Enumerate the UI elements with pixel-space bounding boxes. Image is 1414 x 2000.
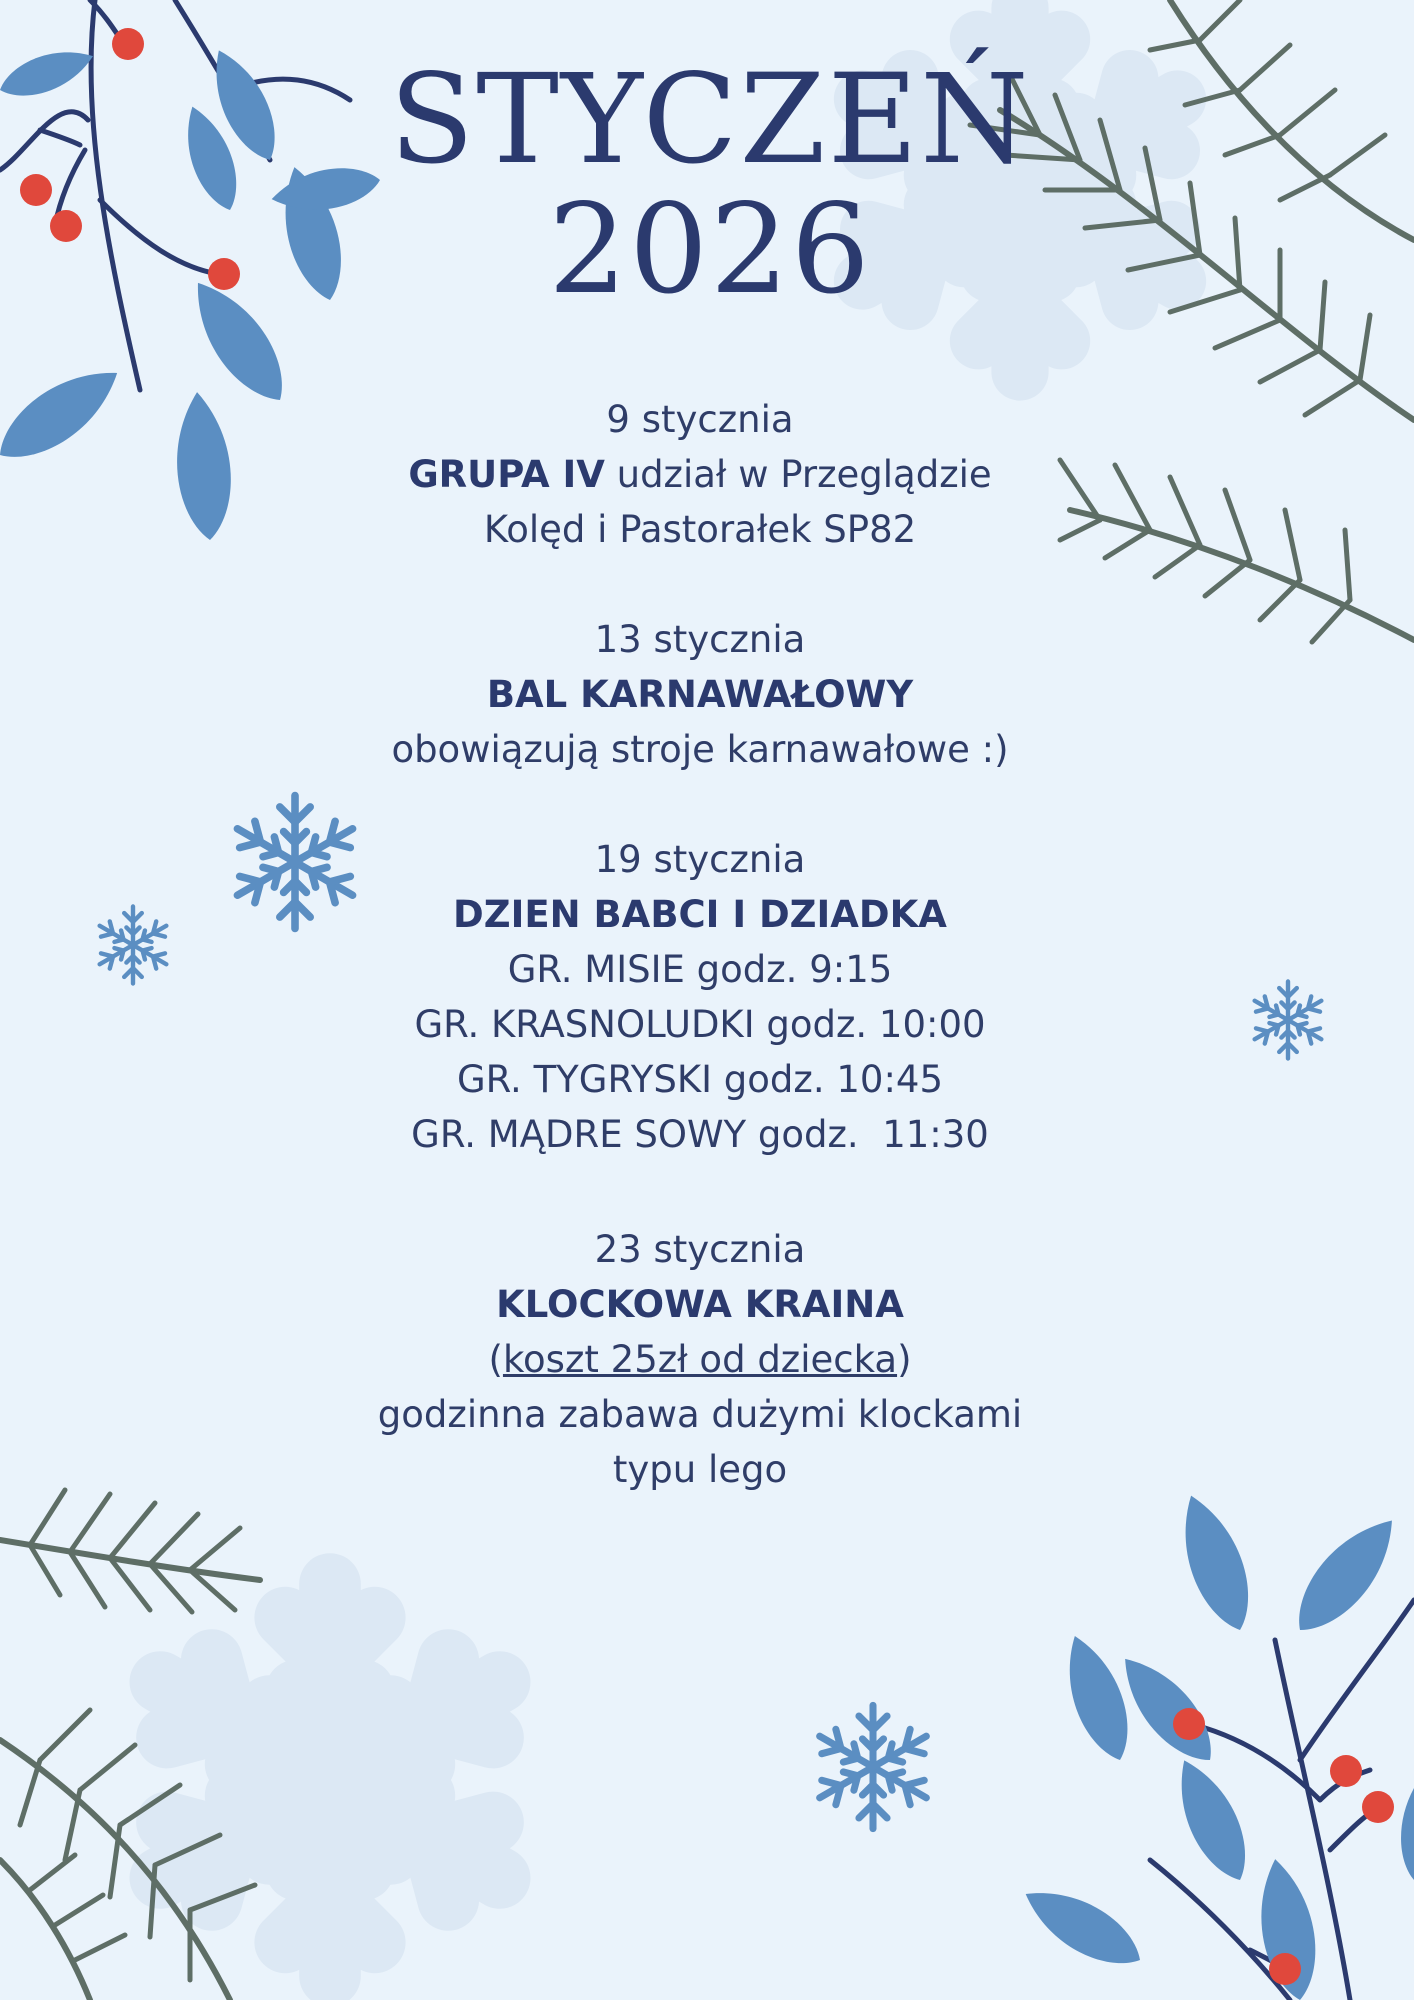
- snowflake-icon: [100, 907, 167, 984]
- schedule-item: GR. MISIE godz. 9:15: [507, 948, 893, 991]
- leaf-branch-icon: [1014, 1487, 1414, 2000]
- event-cost: koszt 25zł od dziecka: [502, 1338, 898, 1381]
- schedule-item: GR. TYGRYSKI godz. 10:45: [456, 1058, 943, 1101]
- page-title-year: 2026: [548, 178, 872, 322]
- event-date: 13 stycznia: [594, 618, 806, 661]
- event-item: [330, 1222, 1070, 1497]
- page-title-month: STYCZEŃ: [389, 48, 1031, 192]
- event-name: DZIEN BABCI I DZIADKA: [453, 893, 947, 936]
- schedule-item: GR. KRASNOLUDKI godz. 10:00: [414, 1003, 986, 1046]
- event-cost-line: [330, 1332, 1070, 1387]
- event-date: 9 stycznia: [606, 398, 794, 441]
- paren-open: (: [488, 1338, 503, 1381]
- paren-close: ): [897, 1338, 912, 1381]
- event-date: 19 stycznia: [594, 838, 806, 881]
- event-description: godzinna zabawa dużymi klockami: [377, 1393, 1023, 1436]
- event-title-rest: udział w Przeglądzie: [604, 453, 992, 496]
- schedule-item: GR. MĄDRE SOWY godz. 11:30: [411, 1113, 989, 1156]
- event-name: KLOCKOWA KRAINA: [496, 1283, 904, 1326]
- event-note: obowiązują stroje karnawałowe :): [391, 728, 1009, 771]
- event-title-line: [330, 447, 1070, 502]
- snowflake-icon: [1255, 982, 1322, 1059]
- event-description: typu lego: [612, 1448, 788, 1491]
- event-date: 23 stycznia: [594, 1228, 806, 1271]
- event-title-line2: Kolęd i Pastorałek SP82: [483, 508, 917, 551]
- event-item: [330, 392, 1070, 557]
- ghost-snowflake-icon: [160, 1584, 499, 1976]
- event-item: [330, 832, 1070, 1162]
- event-group: GRUPA IV: [408, 453, 605, 496]
- event-name: BAL KARNAWAŁOWY: [486, 673, 914, 716]
- event-list: [330, 392, 1070, 1552]
- event-item: [330, 612, 1070, 777]
- snowflake-icon: [820, 1705, 927, 1828]
